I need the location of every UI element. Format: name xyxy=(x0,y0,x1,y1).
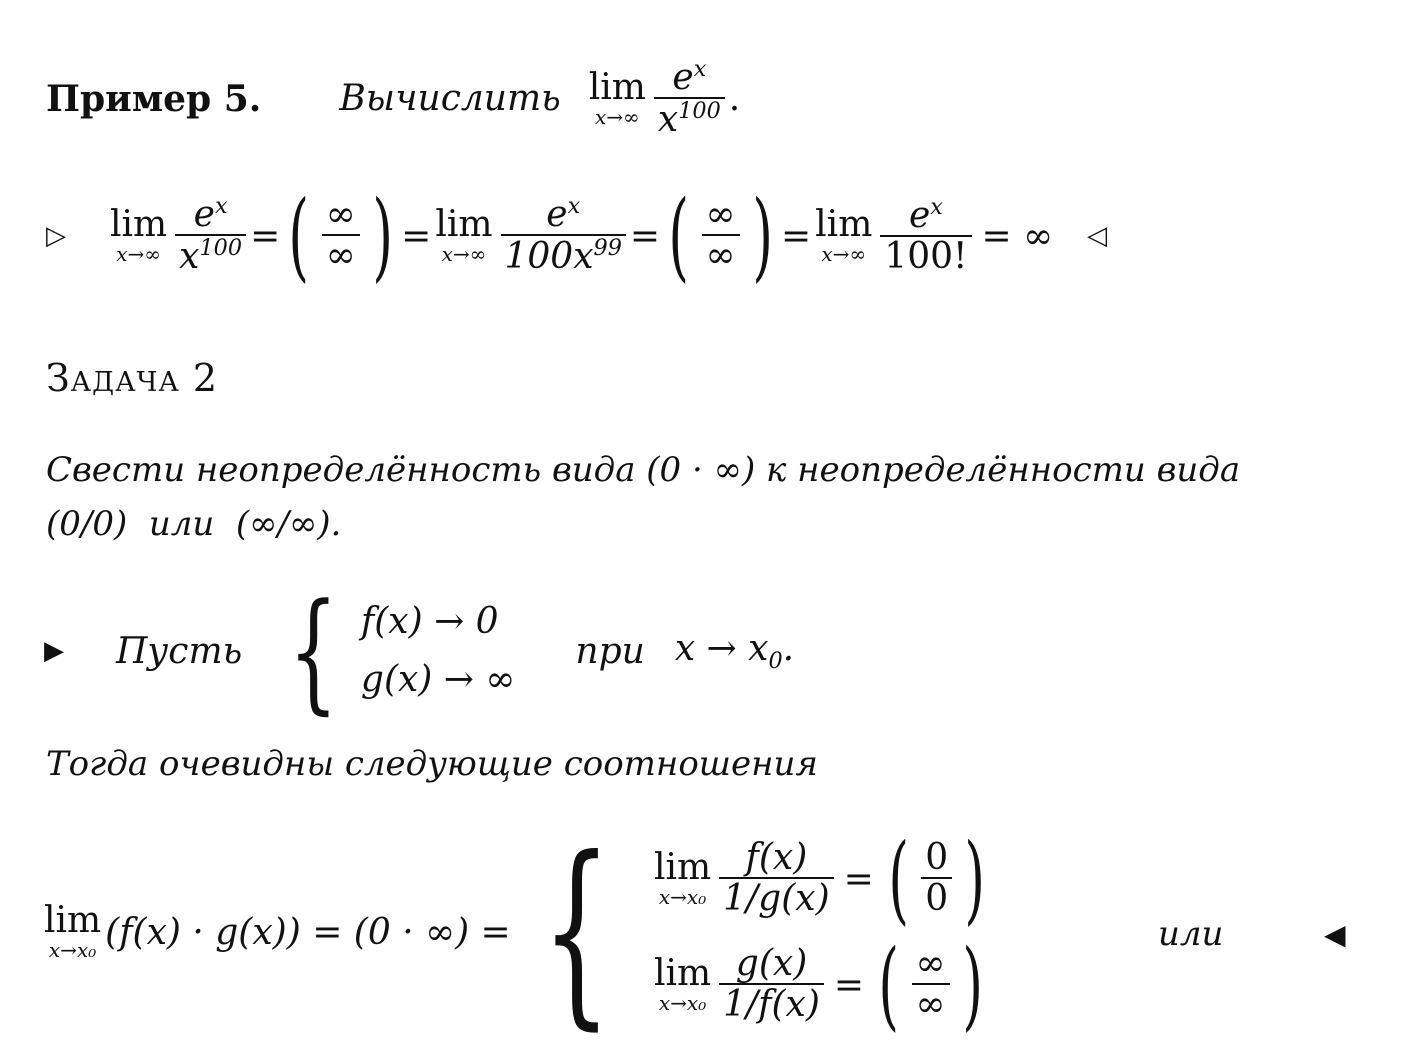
assumption-line xyxy=(44,575,795,727)
end-triangle-icon: ◀ xyxy=(1324,918,1346,951)
solution-line: ▷ lim x→∞ $\frac{e^x}{x^{100}}$ = ( $\frac{\infty}{\infty}$ ) = lim x→∞ $\frac{e^x}{100x^{99}}$ = ( $\frac{\infty}{\infty}$ ) = lim x→∞ $\frac{e^x}{100!}$ = ∞ ◁ xyxy=(46,180,1108,292)
relations-lhs-lim: lim x→x₀ xyxy=(44,900,102,962)
solution-result: = ∞ xyxy=(981,215,1054,257)
task-heading: Задача 2 xyxy=(46,356,219,400)
conditions xyxy=(361,593,515,709)
assumption-word: Пусть xyxy=(116,630,243,672)
solution-lim-2: lim x→∞ xyxy=(435,204,493,266)
case-2: lim x→x₀ $\frac{g(x)}{1/f(x)}$ = ( $\frac{\infty}{\infty}$ ) xyxy=(653,929,983,1041)
indeterminate-2: ( $\frac{\infty}{\infty}$ ) xyxy=(668,180,773,292)
solution-lim-3: lim x→∞ xyxy=(815,204,873,266)
solid-triangle-icon: ▶ xyxy=(44,636,64,666)
task-statement-line2: (0/0) или (∞/∞). xyxy=(46,504,342,544)
assumption-when: при xyxy=(575,630,645,672)
close-triangle-icon: ◁ xyxy=(1087,221,1108,251)
case-1: lim x→x₀ $\frac{f(x)}{1/g(x)}$ = ( $\frac{0}{0}$ ) xyxy=(653,823,986,935)
relations-or: или xyxy=(1158,914,1224,954)
assumption-when-expr: $x \to x_0$. xyxy=(674,627,795,675)
left-brace-icon: { xyxy=(288,575,339,727)
solution-fraction-2: $\frac{e^x}{100x^{99}}$ xyxy=(501,195,626,276)
relations-lhs-expr: (f(x) · g(x)) = (0 · ∞) = xyxy=(105,911,511,953)
task-statement-line1: Свести неопределённость вида (0 · ∞) к неопределённости вида xyxy=(46,450,1241,490)
condition-2: g(x) → ∞ xyxy=(360,659,516,700)
solution-fraction-3: $\frac{e^x}{100!}$ xyxy=(880,196,971,276)
example-line: Пример 5. Вычислить lim x→∞ $\frac{e^x}{x^{100}}$ . xyxy=(46,56,741,140)
example-label: Пример 5. xyxy=(46,77,262,120)
indeterminate-1: ( $\frac{\infty}{\infty}$ ) xyxy=(288,180,393,292)
relations-formula xyxy=(44,815,994,1048)
open-triangle-icon: ▷ xyxy=(46,221,66,251)
solution-lim-1: lim x→∞ xyxy=(110,204,168,266)
example-instruction: Вычислить xyxy=(339,78,561,120)
example-lim: lim x→∞ xyxy=(588,66,646,129)
example-fraction: $\frac{e^x}{x^{100}}$ xyxy=(654,58,725,139)
relations-cases xyxy=(650,823,994,1041)
condition-1: f(x) → 0 xyxy=(360,601,499,642)
left-brace-icon: { xyxy=(541,815,612,1048)
relations-intro: Тогда очевидны следующие соотношения xyxy=(46,744,818,784)
solution-fraction-1: $\frac{e^x}{x^{100}}$ xyxy=(175,195,246,276)
